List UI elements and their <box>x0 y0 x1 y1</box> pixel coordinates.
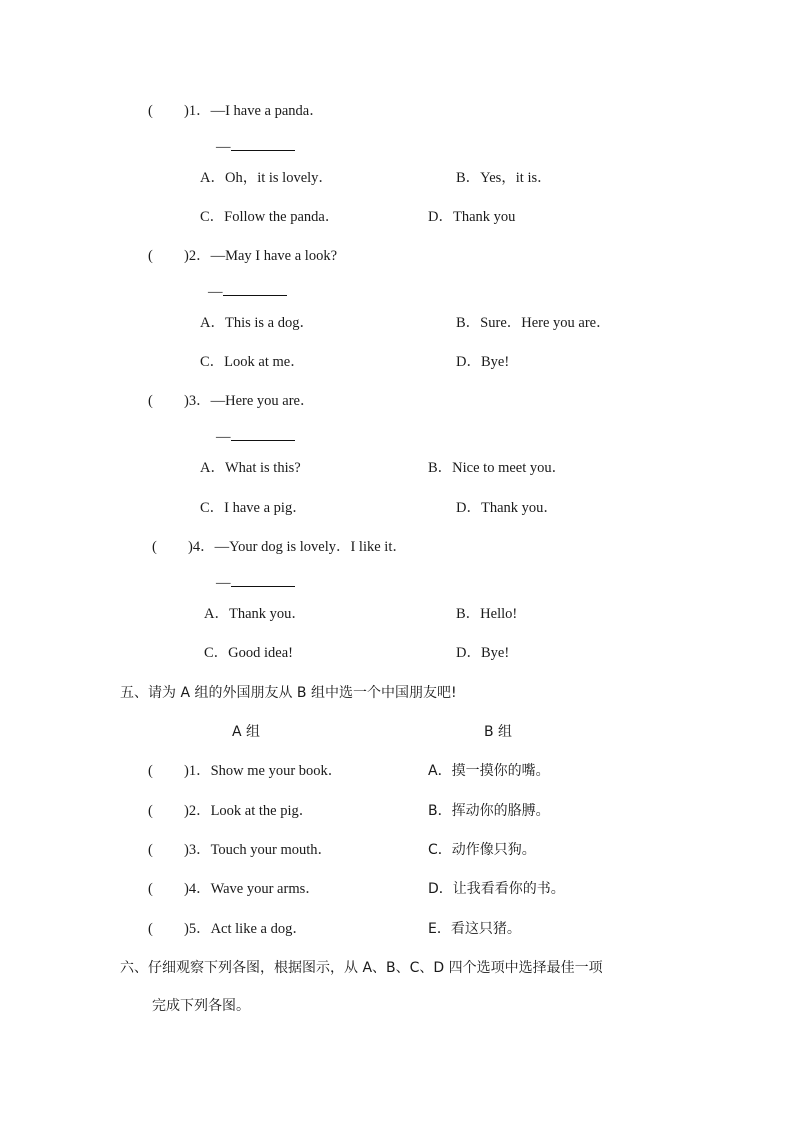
question-1-stem <box>148 102 324 120</box>
question-2-stem <box>148 247 337 265</box>
match-right-c: C．动作像只狗。 <box>428 842 536 858</box>
question-number: )1． <box>184 103 211 119</box>
q1-option-d: D．Thank you <box>428 209 516 225</box>
answer-paren[interactable]: ( <box>148 842 153 858</box>
match-row-3 <box>148 841 332 859</box>
question-1-answer-blank <box>216 138 295 156</box>
match-left: )5．Act like a dog． <box>184 921 307 937</box>
answer-paren[interactable]: ( <box>148 393 153 409</box>
q1-option-a: A．Oh，it is lovely． <box>200 170 333 186</box>
match-left: )1．Show me your book． <box>184 763 343 779</box>
answer-paren[interactable]: ( <box>148 921 153 937</box>
section-6-title-line-1: 六、仔细观察下列各图，根据图示，从 A、B、C、D 四个选项中选择最佳一项 <box>120 960 603 976</box>
q2-option-b: B．Sure．Here you are． <box>456 315 611 331</box>
question-3-stem <box>148 392 314 410</box>
q4-option-d: D．Bye! <box>456 645 510 661</box>
group-b-label: B 组 <box>484 724 513 740</box>
question-2-answer-blank <box>208 283 287 301</box>
question-prompt: —May I have a look? <box>210 248 338 264</box>
answer-paren[interactable]: ( <box>148 103 153 119</box>
question-prompt: —Here you are． <box>210 393 315 409</box>
question-number: )2． <box>184 248 211 264</box>
fill-blank[interactable] <box>231 574 295 587</box>
q4-option-c: C．Good idea! <box>204 645 293 661</box>
q1-option-c: C．Follow the panda． <box>200 209 340 225</box>
match-row-5 <box>148 920 307 938</box>
question-prompt: —I have a panda． <box>210 103 324 119</box>
q3-option-b: B．Nice to meet you． <box>428 460 567 476</box>
q4-option-a: A．Thank you． <box>204 606 306 622</box>
question-3-answer-blank <box>216 428 295 446</box>
fill-blank[interactable] <box>231 138 295 151</box>
q3-option-a: A．What is this? <box>200 460 301 476</box>
question-4-answer-blank <box>216 574 295 592</box>
section-6-title-line-2: 完成下列各图。 <box>152 998 250 1014</box>
match-left: )4．Wave your arms． <box>184 881 320 897</box>
question-number: )3． <box>184 393 211 409</box>
q2-option-d: D．Bye! <box>456 354 510 370</box>
group-a-label: A 组 <box>232 724 261 740</box>
answer-paren[interactable]: ( <box>148 763 153 779</box>
question-prompt: —Your dog is lovely．I like it． <box>214 539 407 555</box>
q3-option-d: D．Thank you． <box>456 500 558 516</box>
match-row-2 <box>148 802 313 820</box>
match-right-b: B．挥动你的胳膊。 <box>428 803 550 819</box>
answer-paren[interactable]: ( <box>148 248 153 264</box>
match-row-4 <box>148 880 320 898</box>
q3-option-c: C．I have a pig． <box>200 500 307 516</box>
match-right-e: E．看这只猪。 <box>428 921 521 937</box>
answer-dash: — <box>216 139 231 155</box>
answer-dash: — <box>216 429 231 445</box>
q4-option-b: B．Hello! <box>456 606 518 622</box>
fill-blank[interactable] <box>223 283 287 296</box>
answer-dash: — <box>208 284 223 300</box>
answer-paren[interactable]: ( <box>152 539 157 555</box>
match-left: )3．Touch your mouth． <box>184 842 332 858</box>
question-number: )4． <box>188 539 215 555</box>
fill-blank[interactable] <box>231 428 295 441</box>
match-right-a: A．摸一摸你的嘴。 <box>428 763 550 779</box>
match-left: )2．Look at the pig． <box>184 803 314 819</box>
section-5-title: 五、请为 A 组的外国朋友从 B 组中选一个中国朋友吧! <box>120 685 457 701</box>
match-right-d: D．让我看看你的书。 <box>428 881 565 897</box>
match-row-1 <box>148 762 342 780</box>
answer-dash: — <box>216 575 231 591</box>
q2-option-a: A．This is a dog． <box>200 315 314 331</box>
question-4-stem <box>152 538 407 556</box>
answer-paren[interactable]: ( <box>148 803 153 819</box>
q2-option-c: C．Look at me． <box>200 354 305 370</box>
answer-paren[interactable]: ( <box>148 881 153 897</box>
q1-option-b: B．Yes，it is． <box>456 170 552 186</box>
